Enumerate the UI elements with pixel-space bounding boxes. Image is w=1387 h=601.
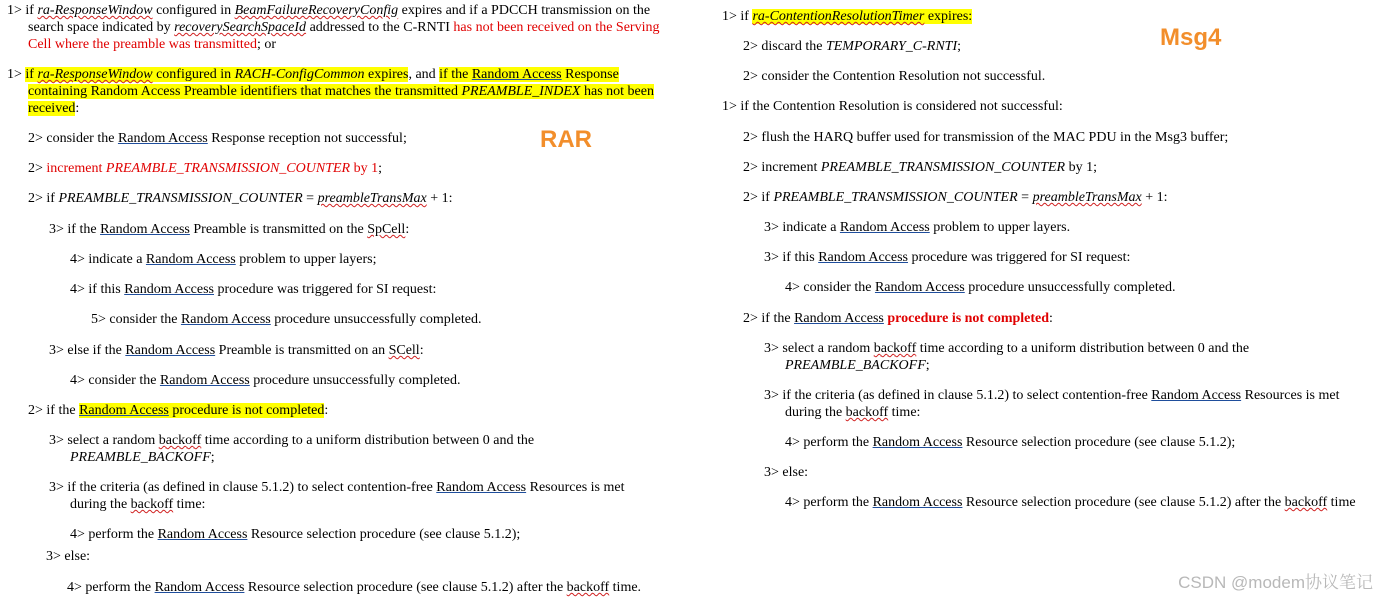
step-r8: 3> indicate a Random Access problem to upper layers. (764, 220, 1071, 235)
step-r6: 2> increment PREAMBLE_TRANSMISSION_COUNTER by 1; (743, 160, 1097, 175)
step-r3: 2> consider the Contention Resolution not successful. (743, 69, 1046, 84)
step-s13: 4> perform the Random Access Resource selection procedure (see clause 5.1.2); (70, 527, 521, 542)
clause-l2-line3: received: (28, 101, 80, 116)
clause-l1-line2: search space indicated by recoverySearchSpaceId addressed to the C-RNTI has not been received on the Serving (28, 20, 660, 35)
rar-label: RAR (540, 126, 592, 153)
clause-l2-line1: 1> if ra-ResponseWindow configured in RACH-ConfigCommon expires, and if the Random Access Response (7, 67, 619, 82)
step-s8: 3> else if the Random Access Preamble is transmitted on an SCell: (49, 343, 424, 358)
step-r13-line2: during the backoff time: (785, 405, 921, 420)
msg4-label: Msg4 (1160, 24, 1222, 51)
step-r12-line2: PREAMBLE_BACKOFF; (785, 358, 930, 373)
step-r7: 2> if PREAMBLE_TRANSMISSION_COUNTER = preambleTransMax + 1: (743, 190, 1168, 205)
step-s6: 4> if this Random Access procedure was triggered for SI request: (70, 282, 437, 297)
step-s11-line1: 3> select a random backoff time according to a uniform distribution between 0 and the (49, 433, 535, 448)
step-s2: 2> increment PREAMBLE_TRANSMISSION_COUNTER by 1; (28, 161, 382, 176)
step-r15: 3> else: (764, 465, 809, 480)
step-r14: 4> perform the Random Access Resource selection procedure (see clause 5.1.2); (785, 435, 1236, 450)
step-s7: 5> consider the Random Access procedure unsuccessfully completed. (91, 312, 482, 327)
step-s5: 4> indicate a Random Access problem to upper layers; (70, 252, 377, 267)
clause-l1-line1: 1> if ra-ResponseWindow configured in BeamFailureRecoveryConfig expires and if a PDCCH transmission on the (7, 3, 651, 18)
step-r13-line1: 3> if the criteria (as defined in clause 5.1.2) to select contention-free Random Access Resources is met (764, 388, 1340, 403)
step-r12-line1: 3> select a random backoff time according to a uniform distribution between 0 and the (764, 341, 1250, 356)
clause-r4: 1> if the Contention Resolution is considered not successful: (722, 99, 1063, 114)
step-s12-line2: during the backoff time: (70, 497, 206, 512)
step-s10: 2> if the Random Access procedure is not completed: (28, 403, 329, 418)
clause-l2-line2: containing Random Access Preamble identifiers that matches the transmitted PREAMBLE_INDEX has not been (28, 84, 654, 99)
step-s4: 3> if the Random Access Preamble is transmitted on the SpCell: (49, 222, 410, 237)
clause-l1-line3: Cell where the preamble was transmitted; or (28, 37, 277, 52)
csdn-watermark: CSDN @modem协议笔记 (1178, 573, 1373, 592)
step-r2: 2> discard the TEMPORARY_C-RNTI; (743, 39, 962, 54)
step-s9: 4> consider the Random Access procedure unsuccessfully completed. (70, 373, 461, 388)
step-r16: 4> perform the Random Access Resource selection procedure (see clause 5.1.2) after the backoff time (785, 495, 1356, 510)
step-r5: 2> flush the HARQ buffer used for transmission of the MAC PDU in the Msg3 buffer; (743, 130, 1229, 145)
step-r9: 3> if this Random Access procedure was triggered for SI request: (764, 250, 1131, 265)
clause-r1: 1> if ra-ContentionResolutionTimer expires: (722, 9, 973, 24)
step-r10: 4> consider the Random Access procedure unsuccessfully completed. (785, 280, 1176, 295)
step-s12-line1: 3> if the criteria (as defined in clause 5.1.2) to select contention-free Random Access Resources is met (49, 480, 625, 495)
step-s15: 4> perform the Random Access Resource selection procedure (see clause 5.1.2) after the backoff time. (67, 580, 642, 595)
step-r11: 2> if the Random Access procedure is not completed: (743, 311, 1053, 326)
step-s14: 3> else: (46, 549, 91, 564)
step-s11-line2: PREAMBLE_BACKOFF; (70, 450, 215, 465)
step-s3: 2> if PREAMBLE_TRANSMISSION_COUNTER = preambleTransMax + 1: (28, 191, 453, 206)
step-s1: 2> consider the Random Access Response reception not successful; (28, 131, 407, 146)
